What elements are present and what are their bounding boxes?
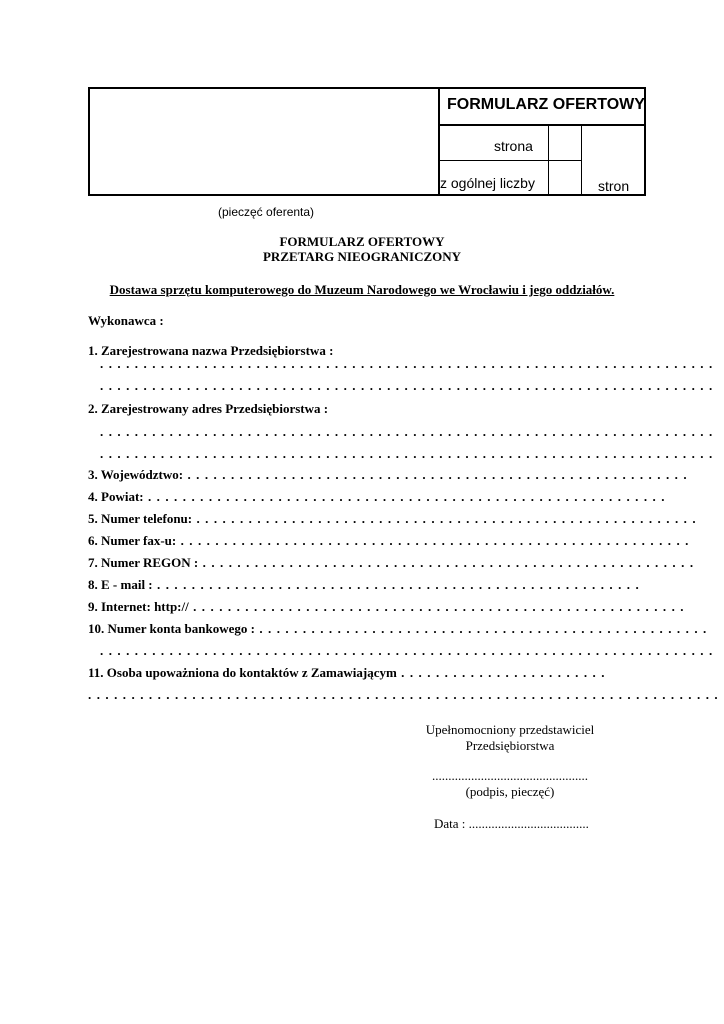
subject-line: Dostawa sprzętu komputerowego do Muzeum Narodowego we Wrocławiu i jego oddziałów. xyxy=(109,282,615,297)
field-email[interactable]: 8. E - mail : . . . . . . . . . . . . . . . . . . . . . . . . . . . . . . . . . . . . . . . . . . . . . . . . . . . . . . . . xyxy=(88,577,640,592)
field-address-dots-2[interactable]: . . . . . . . . . . . . . . . . . . . . . . . . . . . . . . . . . . . . . . . . . . . . . . . . . . . . . . . . . . . . . . . . . . . . . . . xyxy=(100,446,714,461)
field-email-label: 8. E - mail : xyxy=(88,577,153,592)
field-voivodeship-label: 3. Województwo: xyxy=(88,467,184,482)
signature-caption: (podpis, pieczęć) xyxy=(465,784,555,799)
field-county-label: 4. Powiat: xyxy=(88,489,144,504)
signature-line[interactable]: ................................................ xyxy=(432,768,588,783)
header-row-divider xyxy=(438,160,582,161)
representative-label-2: Przedsiębiorstwa xyxy=(465,738,555,753)
field-name-dots-1[interactable]: . . . . . . . . . . . . . . . . . . . . . . . . . . . . . . . . . . . . . . . . . . . . . . . . . . . . . . . . . . . . . . . . . . . . . . . xyxy=(100,356,714,371)
total-pages-label: z ogólnej liczby xyxy=(440,175,535,191)
date-field[interactable]: Data : ..................................... xyxy=(434,816,589,831)
field-phone[interactable]: 5. Numer telefonu: . . . . . . . . . . . . . . . . . . . . . . . . . . . . . . . . . . . . . . . . . . . . . . . . . . . . . . . . . . xyxy=(88,511,697,526)
field-address-label: 2. Zarejestrowany adres Przedsiębiorstwa : xyxy=(88,401,329,416)
field-regon[interactable]: 7. Numer REGON : . . . . . . . . . . . . . . . . . . . . . . . . . . . . . . . . . . . . . . . . . . . . . . . . . . . . . . . . . xyxy=(88,555,695,570)
representative-label-1: Upełnomocniony przedstawiciel xyxy=(425,722,595,737)
field-contact-dots-2[interactable]: . . . . . . . . . . . . . . . . . . . . . . . . . . . . . . . . . . . . . . . . . . . . . . . . . . . . . . . . . . . . . . . . . . . . . . . . . xyxy=(88,687,719,702)
field-address-dots-1[interactable]: . . . . . . . . . . . . . . . . . . . . . . . . . . . . . . . . . . . . . . . . . . . . . . . . . . . . . . . . . . . . . . . . . . . . . . . xyxy=(100,424,714,439)
header-cell-divider-2 xyxy=(581,125,582,196)
field-bank-dots-2[interactable]: . . . . . . . . . . . . . . . . . . . . . . . . . . . . . . . . . . . . . . . . . . . . . . . . . . . . . . . . . . . . . . . . . . . . . . . xyxy=(100,643,714,658)
field-voivodeship[interactable]: 3. Województwo: . . . . . . . . . . . . . . . . . . . . . . . . . . . . . . . . . . . . . . . . . . . . . . . . . . . . . . . . . . xyxy=(88,467,688,482)
header-title-underline xyxy=(438,124,646,126)
document-title: FORMULARZ OFERTOWY xyxy=(279,234,445,249)
field-fax-label: 6. Numer fax-u: xyxy=(88,533,177,548)
document-subtitle: PRZETARG NIEOGRANICZONY xyxy=(262,249,462,264)
field-internet-label: 9. Internet: http:// xyxy=(88,599,189,614)
page-label: strona xyxy=(494,138,533,154)
field-name-label: 1. Zarejestrowana nazwa Przedsiębiorstwa : xyxy=(88,343,334,358)
field-bank[interactable]: 10. Numer konta bankowego : . . . . . . . . . . . . . . . . . . . . . . . . . . . . . . . . . . . . . . . . . . . . . . . . . . . . xyxy=(88,621,708,636)
header-cell-divider-1 xyxy=(548,125,549,196)
field-regon-label: 7. Numer REGON : xyxy=(88,555,199,570)
field-fax[interactable]: 6. Numer fax-u: . . . . . . . . . . . . . . . . . . . . . . . . . . . . . . . . . . . . . . . . . . . . . . . . . . . . . . . . . . . xyxy=(88,533,690,548)
field-contact-label: 11. Osoba upoważniona do kontaktów z Zamawiającym xyxy=(88,665,397,680)
field-contact[interactable]: 11. Osoba upoważniona do kontaktów z Zamawiającym . . . . . . . . . . . . . . . . . . . . . . . . xyxy=(88,665,606,680)
field-bank-label: 10. Numer konta bankowego : xyxy=(88,621,255,636)
field-internet[interactable]: 9. Internet: http:// . . . . . . . . . . . . . . . . . . . . . . . . . . . . . . . . . . . . . . . . . . . . . . . . . . . . . . . . . xyxy=(88,599,685,614)
form-header-title: FORMULARZ OFERTOWY xyxy=(447,96,645,113)
field-name-dots-2[interactable]: . . . . . . . . . . . . . . . . . . . . . . . . . . . . . . . . . . . . . . . . . . . . . . . . . . . . . . . . . . . . . . . . . . . . . . . xyxy=(100,378,714,393)
contractor-label: Wykonawca : xyxy=(88,313,164,328)
field-county[interactable]: 4. Powiat: . . . . . . . . . . . . . . . . . . . . . . . . . . . . . . . . . . . . . . . . . . . . . . . . . . . . . . . . . . . . xyxy=(88,489,666,504)
field-phone-label: 5. Numer telefonu: xyxy=(88,511,193,526)
pages-label: stron xyxy=(598,178,630,194)
stamp-caption: (pieczęć oferenta) xyxy=(218,205,315,219)
